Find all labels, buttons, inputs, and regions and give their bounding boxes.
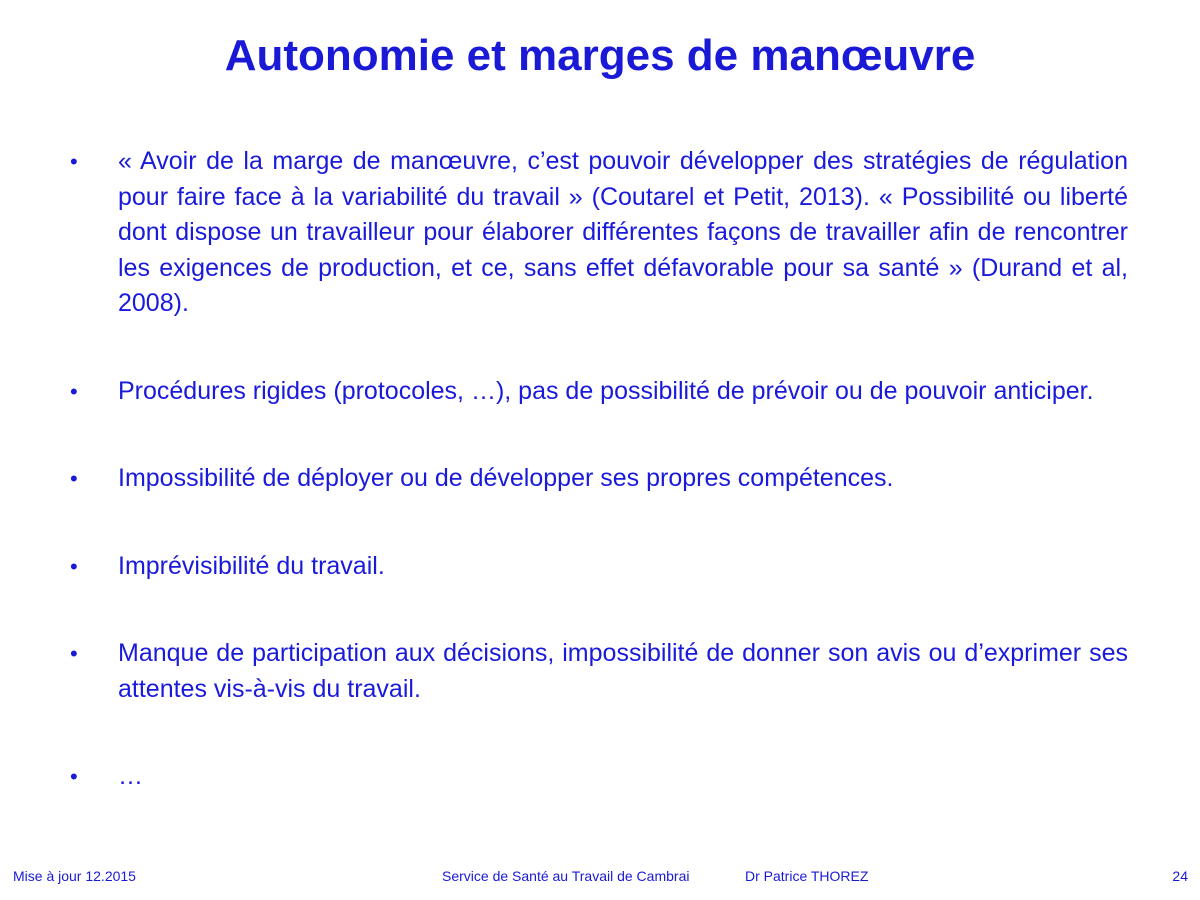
- bullet-item: [70, 549, 1128, 585]
- bullet-item: [70, 374, 1128, 410]
- footer-author: Dr Patrice THOREZ: [745, 868, 869, 884]
- bullet-marker: •: [70, 764, 78, 789]
- bullet-text: Imprévisibilité du travail.: [118, 551, 385, 580]
- footer-service-name: Service de Santé au Travail de Cambrai: [442, 868, 690, 884]
- bullet-list: [70, 144, 1128, 795]
- footer-update-date: Mise à jour 12.2015: [13, 868, 136, 884]
- bullet-item: [70, 144, 1128, 322]
- bullet-text: « Avoir de la marge de manœuvre, c’est pouvoir développer des stratégies de régulation pour faire face à la variabilité du travail » (Coutarel et Petit, 2013). « Possibilité ou liberté dont dispose un travailleur pour élaborer différentes façons de travailler afin de rencontrer les exigences de production, et ce, sans effet défavorable pour sa santé » (Durand et al, 2008).: [118, 147, 1128, 317]
- bullet-item: [70, 636, 1128, 707]
- bullet-marker: •: [70, 378, 78, 404]
- bullet-text: Manque de participation aux décisions, impossibilité de donner son avis ou d’exprimer ses attentes vis-à-vis du travail.: [118, 639, 1128, 703]
- bullet-marker: •: [70, 149, 78, 174]
- bullet-marker: •: [70, 466, 78, 491]
- bullet-text: …: [118, 762, 143, 790]
- bullet-marker: •: [70, 641, 78, 666]
- bullet-text: Impossibilité de déployer ou de développer ses propres compétences.: [118, 464, 894, 492]
- bullet-item: [70, 759, 1128, 795]
- slide-title: Autonomie et marges de manœuvre: [224, 31, 976, 80]
- bullet-text: Procédures rigides (protocoles, …), pas de possibilité de prévoir ou de pouvoir anticiper.: [118, 376, 1094, 405]
- bullet-marker: •: [70, 553, 78, 579]
- footer-page-number: 24: [1172, 868, 1188, 884]
- bullet-item: [70, 461, 1128, 497]
